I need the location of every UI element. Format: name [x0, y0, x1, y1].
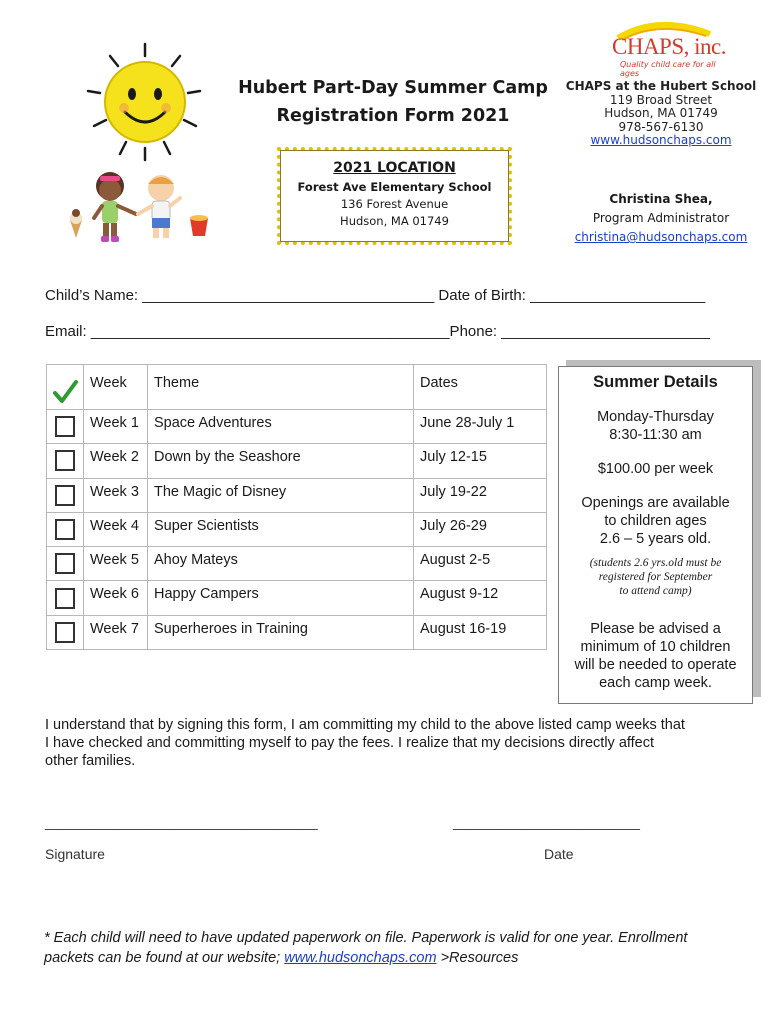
dates-column-header: Dates [414, 365, 547, 410]
dates-cell: July 12-15 [414, 444, 547, 478]
dates-cell: August 2-5 [414, 547, 547, 581]
summer-details-box [558, 366, 753, 704]
theme-cell: Superheroes in Training [148, 615, 414, 649]
week-cell: Week 3 [84, 478, 148, 512]
advise-line-1: Please be advised a [590, 621, 721, 637]
details-days: Monday-Thursday [597, 409, 714, 425]
organization-address [558, 80, 764, 148]
date-label: Date [544, 846, 574, 862]
advise-line-2: minimum of 10 children [580, 639, 731, 655]
week-3-checkbox[interactable] [55, 485, 75, 506]
paperwork-note [44, 928, 744, 968]
table-header-row [47, 365, 547, 410]
openings-line-2: to children ages [604, 513, 707, 529]
table-row [47, 615, 547, 649]
week-7-checkbox[interactable] [55, 622, 75, 643]
signature-line[interactable]: ___________________________________ [45, 814, 318, 830]
website-link[interactable]: www.hudsonchaps.com [284, 950, 437, 966]
theme-cell: The Magic of Disney [148, 478, 414, 512]
org-phone: 978-567-6130 [618, 119, 704, 134]
logo-wordmark: CHAPS, inc. [612, 34, 726, 59]
agreement-line-3: other families. [45, 753, 136, 769]
week-cell: Week 6 [84, 581, 148, 615]
details-minimum-notice [567, 620, 744, 692]
title-line-1: Hubert Part-Day Summer Camp [238, 78, 548, 98]
location-school: Forest Ave Elementary School [297, 180, 492, 194]
note-line-2 [44, 948, 744, 968]
week-cell: Week 1 [84, 410, 148, 444]
table-row [47, 547, 547, 581]
note-line-3: to attend camp) [619, 585, 692, 597]
table-row [47, 512, 547, 546]
location-city: Hudson, MA 01749 [340, 214, 449, 228]
email-phone-field[interactable]: Email: ___________________________________________Phone: _________________________ [45, 323, 710, 340]
admin-title: Program Administrator [592, 211, 730, 225]
week-cell: Week 7 [84, 615, 148, 649]
week-column-header: Week [84, 365, 148, 410]
org-city: Hudson, MA 01749 [604, 106, 718, 120]
signature-label: Signature [45, 846, 105, 862]
openings-line-1: Openings are available [581, 495, 730, 511]
table-row [47, 410, 547, 444]
admin-email-link[interactable]: christina@hudsonchaps.com [574, 230, 748, 244]
table-row [47, 581, 547, 615]
checkmark-icon [52, 379, 78, 405]
children-illustration [66, 168, 216, 248]
location-heading: 2021 LOCATION [333, 160, 456, 176]
sun-illustration [80, 36, 210, 166]
note-line-1: * Each child will need to have updated paperwork on file. Paperwork is valid for one year. Enrollment [44, 930, 688, 946]
administrator-contact [564, 190, 758, 247]
week-1-checkbox[interactable] [55, 416, 75, 437]
details-title: Summer Details [593, 373, 718, 391]
theme-cell: Happy Campers [148, 581, 414, 615]
week-cell: Week 5 [84, 547, 148, 581]
theme-cell: Down by the Seashore [148, 444, 414, 478]
agreement-line-2: I have checked and committing myself to pay the fees. I realize that my decisions directly affect [45, 735, 655, 751]
agreement-paragraph [45, 716, 725, 770]
table-row [47, 444, 547, 478]
checkmark-header-cell [47, 365, 84, 410]
week-cell: Week 2 [84, 444, 148, 478]
details-openings [567, 494, 744, 548]
note-line-2-prefix: packets can be found at our website; [44, 950, 285, 966]
dates-cell: July 19-22 [414, 478, 547, 512]
advise-line-3: will be needed to operate [574, 657, 737, 673]
child-name-dob-field[interactable]: Child’s Name: ___________________________________ Date of Birth: _____________________ [45, 287, 706, 304]
page-title [232, 74, 554, 130]
note-line-1: (students 2.6 yrs.old must be [589, 557, 722, 569]
dates-cell: August 9-12 [414, 581, 547, 615]
theme-cell: Ahoy Mateys [148, 547, 414, 581]
week-cell: Week 4 [84, 512, 148, 546]
agreement-line-1: I understand that by signing this form, I am committing my child to the above listed camp weeks that [45, 717, 685, 733]
title-line-2: Registration Form 2021 [276, 106, 510, 126]
resources-text: >Resources [436, 950, 519, 966]
dates-cell: August 16-19 [414, 615, 547, 649]
date-line[interactable]: ________________________ [453, 814, 640, 830]
openings-line-3: 2.6 – 5 years old. [599, 531, 712, 547]
logo-tagline: Quality child care for all ages [620, 60, 716, 78]
theme-column-header: Theme [148, 365, 414, 410]
location-street: 136 Forest Avenue [340, 197, 449, 211]
org-name: CHAPS at the Hubert School [565, 79, 757, 93]
details-hours: 8:30-11:30 am [609, 427, 702, 443]
admin-name: Christina Shea, [609, 192, 713, 206]
week-4-checkbox[interactable] [55, 519, 75, 540]
dates-cell: June 28-July 1 [414, 410, 547, 444]
details-age-note [567, 556, 744, 598]
week-6-checkbox[interactable] [55, 588, 75, 609]
note-line-2: registered for September [598, 571, 713, 583]
week-2-checkbox[interactable] [55, 450, 75, 471]
theme-cell: Super Scientists [148, 512, 414, 546]
details-price: $100.00 per week [597, 461, 714, 477]
org-website-link[interactable]: www.hudsonchaps.com [590, 133, 732, 147]
dates-cell: July 26-29 [414, 512, 547, 546]
week-5-checkbox[interactable] [55, 553, 75, 574]
theme-cell: Space Adventures [148, 410, 414, 444]
details-schedule [567, 408, 744, 444]
week-selection-table [46, 364, 547, 650]
advise-line-4: each camp week. [599, 675, 712, 691]
location-box [277, 147, 512, 245]
chaps-logo [598, 20, 728, 78]
org-street: 119 Broad Street [609, 92, 713, 107]
table-row [47, 478, 547, 512]
